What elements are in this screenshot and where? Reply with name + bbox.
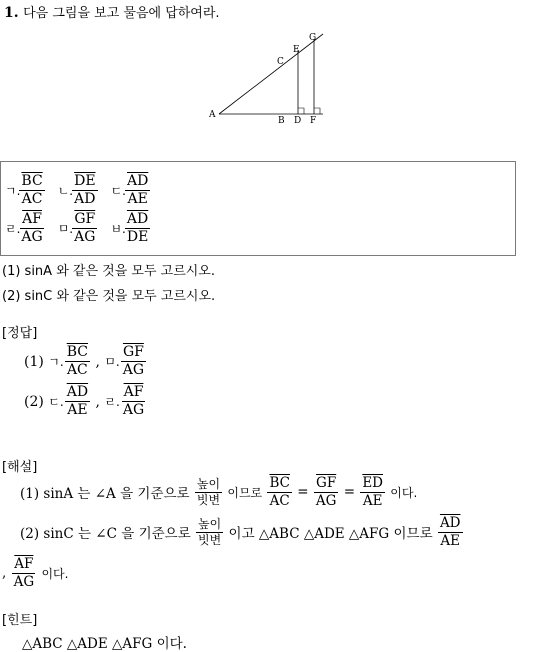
geometry-figure — [205, 28, 335, 128]
label-A: A — [209, 110, 216, 120]
answer-line-1: (1) ㄱ. $\frac{\overline{BC}}{AC}$ , ㅁ. $\frac{\overline{GF}}{AG}$ — [24, 344, 145, 379]
choice-item: ㄴ. $\frac{\overline{DE}}{AD}$ — [57, 173, 96, 208]
label-G: G — [309, 33, 317, 43]
question-title — [4, 2, 220, 21]
choices-row-1 — [5, 174, 159, 208]
explanation-line-2: (2) sinC 는 ∠C 을 기준으로 $\frac{\text{높이}}{\text{빗변}}$ 이고 △ABC △ADE △AFG 이므로 $\frac{\overline{AD}}{AE}$ — [20, 515, 461, 549]
hint-text: △ABC △ADE △AFG 이다. — [22, 636, 187, 652]
subquestion-2: (2) sinC 와 같은 것을 모두 고르시오. — [2, 289, 216, 304]
choice-item: ㄷ. $\frac{\overline{AD}}{AE}$ — [110, 173, 149, 208]
choice-item: ㄹ. $\frac{\overline{AF}}{AG}$ — [5, 211, 43, 246]
choice-item: ㅁ. $\frac{\overline{GF}}{AG}$ — [57, 211, 96, 246]
right-angle-D — [298, 108, 304, 114]
choice-item: ㄱ. $\frac{\overline{BC}}{AC}$ — [5, 173, 43, 208]
explanation-header: [해설] — [2, 460, 38, 475]
answer-header: [정답] — [2, 326, 38, 341]
subquestion-1: (1) sinA 와 같은 것을 모두 고르시오. — [2, 264, 215, 279]
choice-item: ㅂ. $\frac{\overline{AD}}{DE}$ — [110, 211, 149, 246]
label-C: C — [277, 57, 284, 67]
choices-box — [0, 161, 516, 256]
label-D: D — [294, 116, 302, 126]
hint-header: [힌트] — [2, 613, 38, 628]
explanation-line-3: , $\frac{\overline{AF}}{AG}$ 이다. — [2, 556, 69, 590]
label-B: B — [278, 116, 285, 126]
right-angle-F — [314, 108, 320, 114]
label-F: F — [310, 116, 317, 126]
question-text: 다음 그림을 보고 물음에 답하여라. — [23, 6, 220, 21]
choices-row-2 — [5, 212, 159, 246]
explanation-line-1: (1) sinA 는 ∠A 을 기준으로 $\frac{\text{높이}}{\text{빗변}}$ 이므로 $\frac{\overline{BC}}{AC}$ = $\frac{\overline{GF}}{AG}$ = $\frac{\overline{ED}}{AE}$ 이다. — [20, 475, 418, 509]
hypotenuse-line — [219, 34, 323, 114]
answer-line-2: (2) ㄷ. $\frac{\overline{AD}}{AE}$ , ㄹ. $\frac{\overline{AF}}{AG}$ — [24, 384, 145, 419]
label-E: E — [293, 45, 300, 55]
question-number: 1. — [4, 5, 19, 21]
